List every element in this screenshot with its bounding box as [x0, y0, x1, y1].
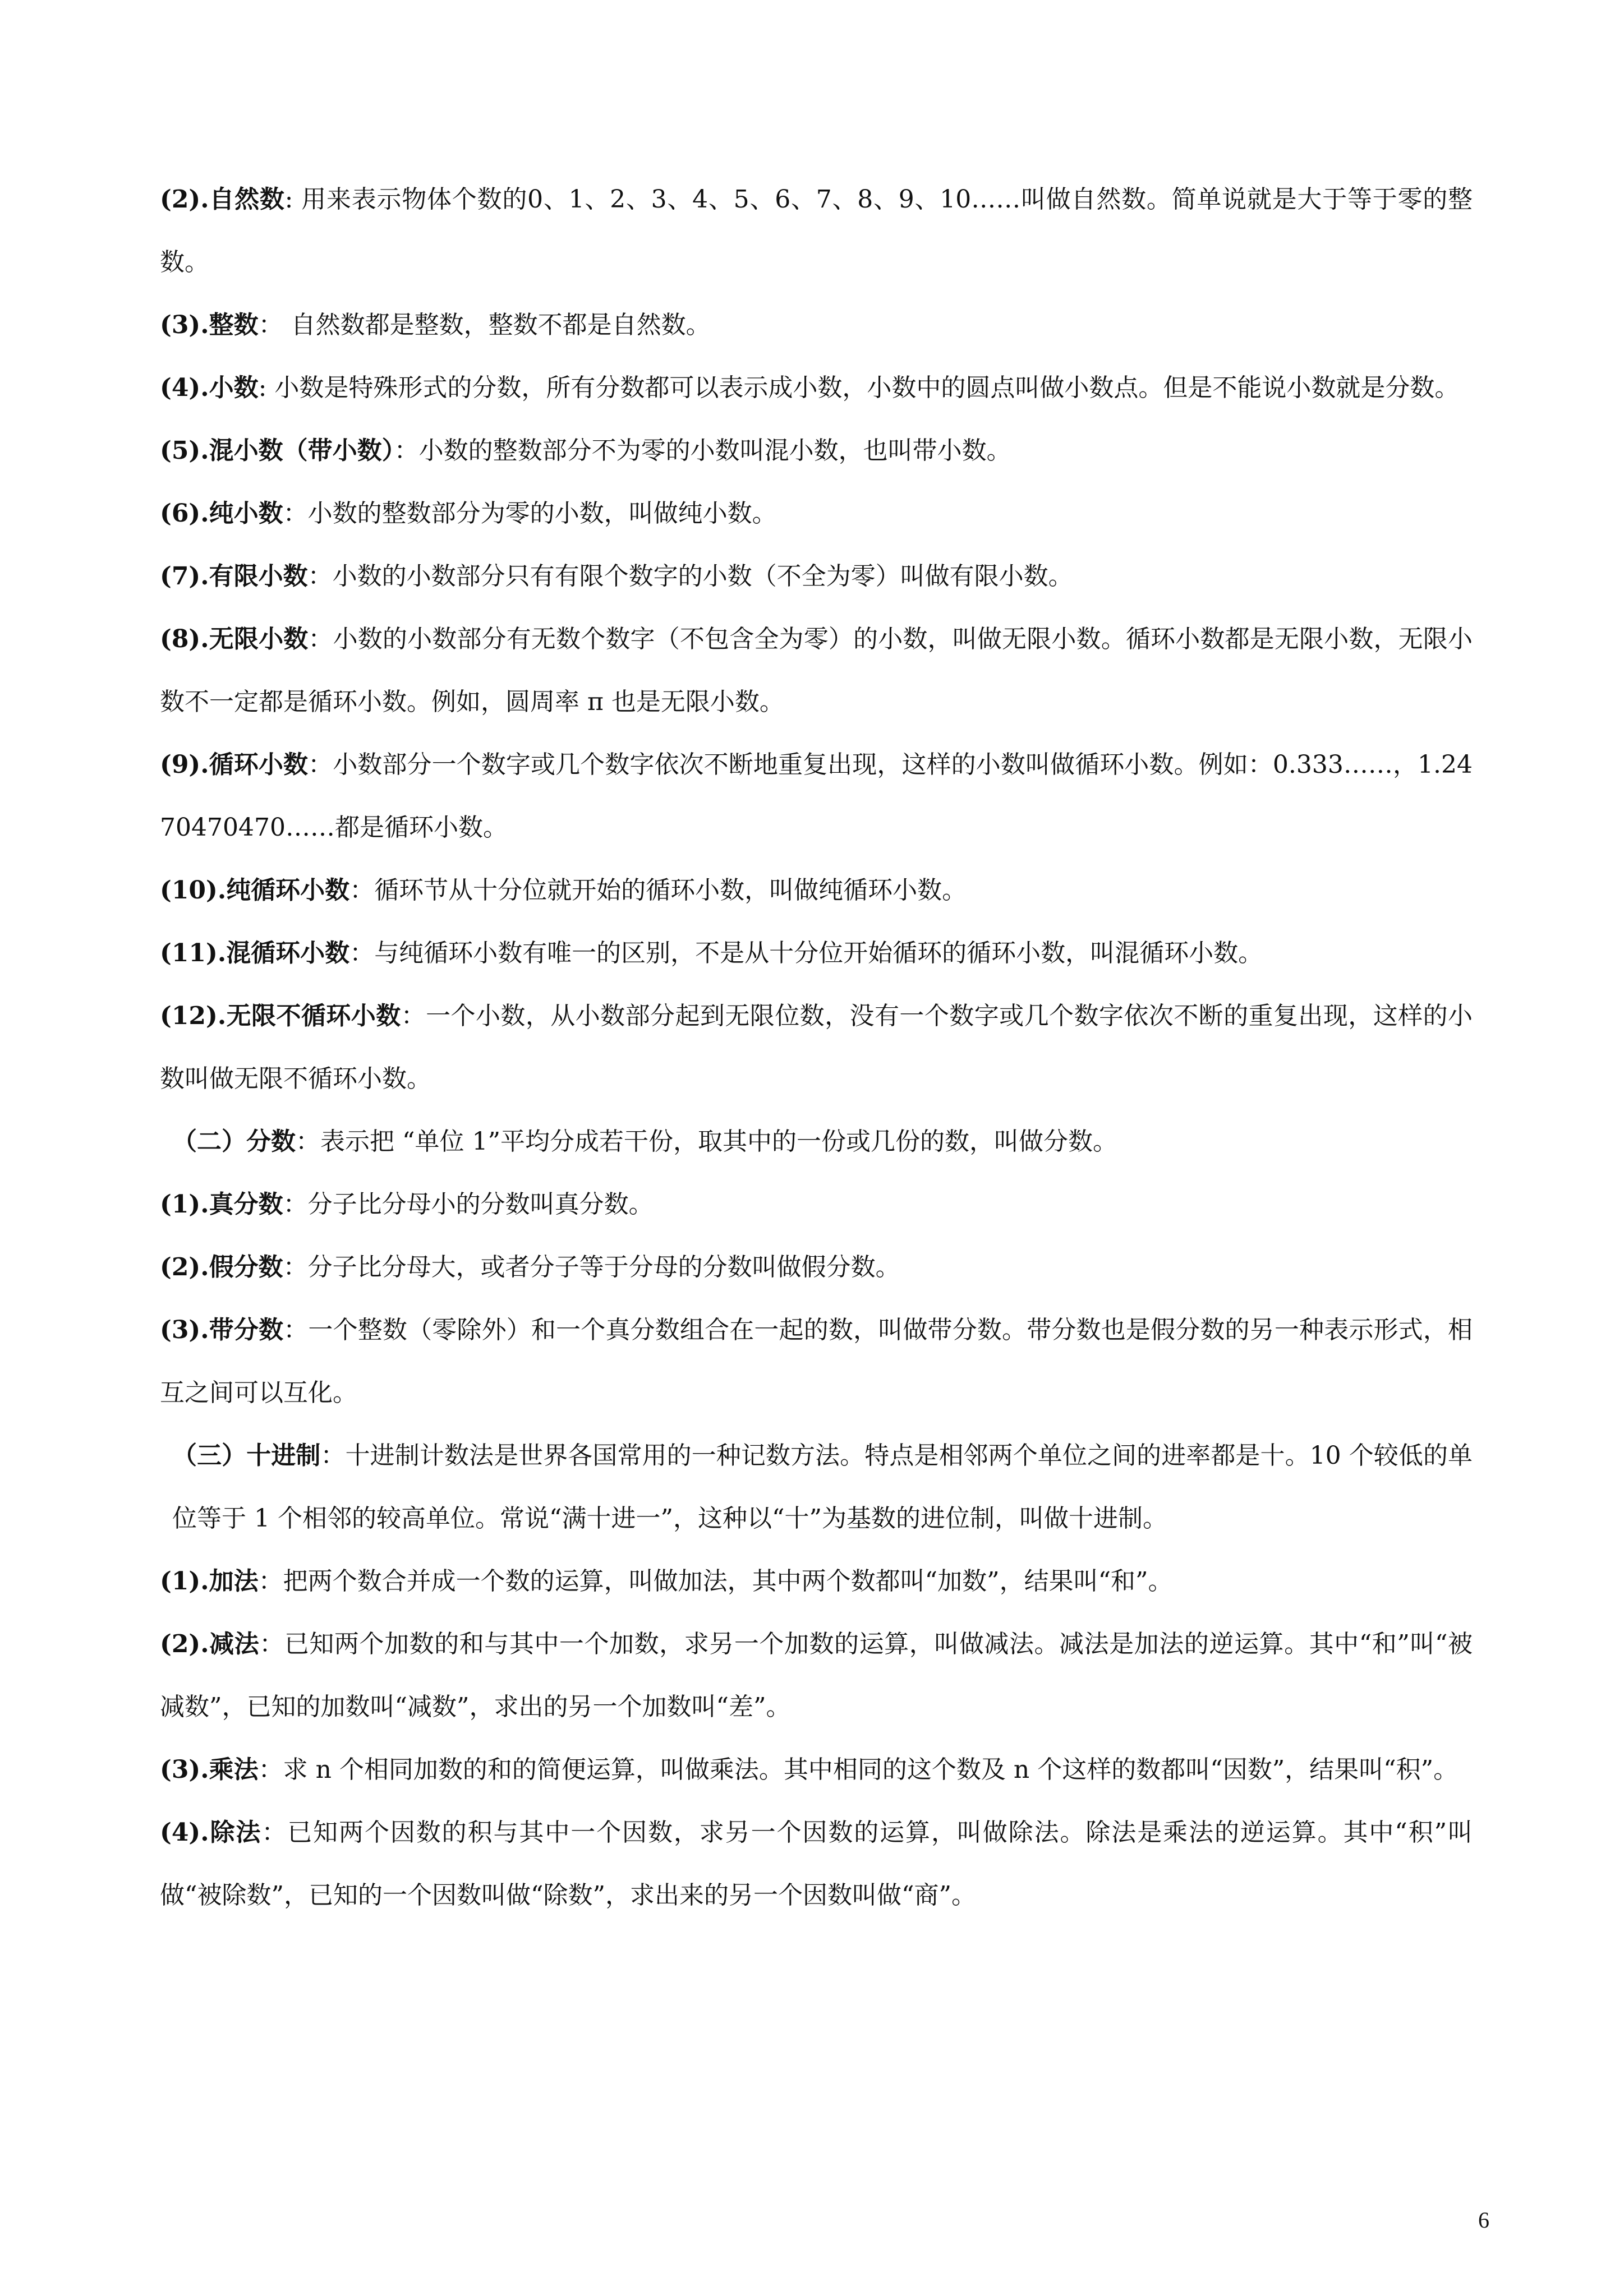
term-separator: ：	[258, 311, 291, 339]
paragraph-repeating-decimal	[160, 734, 1473, 859]
item-number: (6).	[160, 499, 209, 528]
item-number: (5).	[160, 436, 209, 465]
definition-text: 小数的小数部分只有有限个数字的小数（不全为零）叫做有限小数。	[332, 562, 1073, 591]
item-number: (9).	[160, 750, 209, 779]
term-separator: ：	[258, 1755, 283, 1784]
term-heading: 纯小数	[209, 499, 283, 528]
item-number: (12).	[160, 1002, 227, 1030]
term-separator: ：	[283, 1190, 308, 1219]
definition-text: 一个整数（零除外）和一个真分数组合在一起的数，叫做带分数。带分数也是假分数的另一种表示形式，相互之间可以互化。	[160, 1316, 1473, 1407]
item-number: (4).	[160, 374, 209, 402]
paragraph-integer	[160, 294, 1473, 357]
term-separator: ：	[258, 1567, 283, 1596]
section-number: （二）	[172, 1127, 246, 1156]
term-heading: 自然数	[209, 185, 285, 214]
term-separator: ：	[307, 562, 333, 591]
paragraph-mixed-repeating-decimal	[160, 922, 1473, 985]
section-heading: 十进制	[246, 1441, 321, 1470]
definition-text: 自然数都是整数，整数不都是自然数。	[291, 311, 711, 339]
term-separator: ：	[349, 876, 375, 905]
item-number: (1).	[160, 1567, 209, 1596]
paragraph-mixed-decimal	[160, 419, 1473, 482]
term-separator: ：	[308, 625, 333, 653]
term-heading: 小数	[209, 374, 259, 402]
term-separator: ：	[320, 1441, 346, 1470]
term-heading: 纯循环小数	[226, 876, 350, 905]
definition-text: 小数的整数部分为零的小数，叫做纯小数。	[307, 499, 777, 528]
item-number: (2).	[160, 185, 209, 214]
term-heading: 减法	[209, 1630, 260, 1658]
term-separator: ：	[308, 750, 333, 779]
paragraph-addition	[160, 1550, 1473, 1613]
definition-text: 十进制计数法是世界各国常用的一种记数方法。特点是相邻两个单位之间的进率都是十。10 个较低的单位等于 1 个相邻的较高单位。常说“满十进一”，这种以“十”为基数的进位制，叫做十进制。	[172, 1441, 1473, 1533]
term-heading: 循环小数	[209, 750, 309, 779]
term-heading: 乘法	[209, 1755, 259, 1784]
term-heading: 假分数	[209, 1253, 283, 1281]
item-number: (10).	[160, 876, 227, 905]
paragraph-decimal-system-section	[160, 1424, 1473, 1550]
definition-text: 循环节从十分位就开始的循环小数，叫做纯循环小数。	[374, 876, 967, 905]
definition-text: 小数的小数部分有无数个数字（不包含全为零）的小数，叫做无限小数。循环小数都是无限小数，无限小数不一定都是循环小数。例如，圆周率 π 也是无限小数。	[160, 625, 1473, 716]
item-number: (3).	[160, 1755, 209, 1784]
term-heading: 有限小数	[209, 562, 308, 591]
definition-text: 小数的整数部分不为零的小数叫混小数，也叫带小数。	[418, 436, 1011, 465]
definition-text: 一个小数，从小数部分起到无限位数，没有一个数字或几个数字依次不断的重复出现，这样的小数叫做无限不循环小数。	[160, 1002, 1473, 1093]
term-separator: ：	[283, 1253, 308, 1281]
paragraph-multiplication	[160, 1739, 1473, 1801]
definition-text: 用来表示物体个数的0、1、2、3、4、5、6、7、8、9、10……叫做自然数。简单说就是大于等于零的整数。	[160, 185, 1473, 276]
paragraph-subtraction	[160, 1613, 1473, 1739]
term-heading: 除法	[209, 1818, 262, 1847]
term-separator: ：	[394, 436, 419, 465]
item-number: (11).	[160, 939, 227, 967]
term-heading: 带分数	[209, 1316, 284, 1344]
term-separator: ：	[283, 1316, 309, 1344]
paragraph-fraction-section	[160, 1110, 1473, 1173]
term-heading: 无限不循环小数	[226, 1002, 401, 1030]
document-body	[160, 168, 1473, 1927]
term-separator: ：	[296, 1127, 320, 1156]
paragraph-infinite-decimal	[160, 608, 1473, 734]
definition-text: 小数部分一个数字或几个数字依次不断地重复出现，这样的小数叫做循环小数。例如：0.333……，1.2470470470……都是循环小数。	[160, 750, 1473, 842]
term-heading: 加法	[209, 1567, 259, 1596]
item-number: (3).	[160, 311, 209, 339]
section-heading: 分数	[246, 1127, 296, 1156]
paragraph-natural-number	[160, 168, 1473, 294]
term-separator: ：	[261, 1818, 288, 1847]
term-separator: :	[258, 374, 275, 402]
section-number: （三）	[172, 1441, 247, 1470]
definition-text: 分子比分母大，或者分子等于分母的分数叫做假分数。	[307, 1253, 900, 1281]
term-separator: ：	[259, 1630, 284, 1658]
paragraph-mixed-fraction	[160, 1299, 1473, 1424]
definition-text: 已知两个因数的积与其中一个因数，求另一个因数的运算，叫做除法。除法是乘法的逆运算。其中“积”叫做“被除数”，已知的一个因数叫做“除数”，求出来的另一个因数叫做“商”。	[160, 1818, 1473, 1910]
term-separator: ：	[401, 1002, 426, 1030]
paragraph-improper-fraction	[160, 1236, 1473, 1299]
term-separator: ：	[349, 939, 375, 967]
definition-text: 把两个数合并成一个数的运算，叫做加法，其中两个数都叫“加数”，结果叫“和”。	[283, 1567, 1173, 1596]
definition-text: 已知两个加数的和与其中一个加数，求另一个加数的运算，叫做减法。减法是加法的逆运算。其中“和”叫“被减数”，已知的加数叫“减数”，求出的另一个加数叫“差”。	[160, 1630, 1473, 1721]
term-heading: 真分数	[209, 1190, 283, 1219]
term-heading: 混循环小数	[226, 939, 350, 967]
item-number: (1).	[160, 1190, 209, 1219]
item-number: (7).	[160, 562, 209, 591]
paragraph-decimal	[160, 357, 1473, 419]
item-number: (4).	[160, 1818, 209, 1847]
paragraph-pure-repeating-decimal	[160, 859, 1473, 922]
term-heading: 整数	[209, 311, 259, 339]
term-separator: :	[284, 185, 302, 214]
item-number: (3).	[160, 1316, 209, 1344]
term-separator: ：	[283, 499, 308, 528]
item-number: (2).	[160, 1630, 209, 1658]
paragraph-irrational-decimal	[160, 985, 1473, 1110]
term-heading: 无限小数	[209, 625, 309, 653]
page-number: 6	[1478, 2207, 1489, 2233]
term-heading: 混小数（带小数）	[209, 436, 394, 465]
item-number: (2).	[160, 1253, 209, 1281]
definition-text: 求 n 个相同加数的和的简便运算，叫做乘法。其中相同的这个数及 n 个这样的数都叫“因数”，结果叫“积”。	[283, 1755, 1459, 1784]
paragraph-division	[160, 1801, 1473, 1927]
item-number: (8).	[160, 625, 209, 653]
definition-text: 分子比分母小的分数叫真分数。	[307, 1190, 654, 1219]
paragraph-proper-fraction	[160, 1173, 1473, 1236]
definition-text: 与纯循环小数有唯一的区别，不是从十分位开始循环的循环小数，叫混循环小数。	[374, 939, 1263, 967]
paragraph-pure-decimal	[160, 482, 1473, 545]
paragraph-finite-decimal	[160, 545, 1473, 608]
definition-text: 小数是特殊形式的分数，所有分数都可以表示成小数，小数中的圆点叫做小数点。但是不能说小数就是分数。	[274, 374, 1460, 402]
definition-text: 表示把 “单位 1”平均分成若干份，取其中的一份或几份的数，叫做分数。	[320, 1127, 1117, 1156]
